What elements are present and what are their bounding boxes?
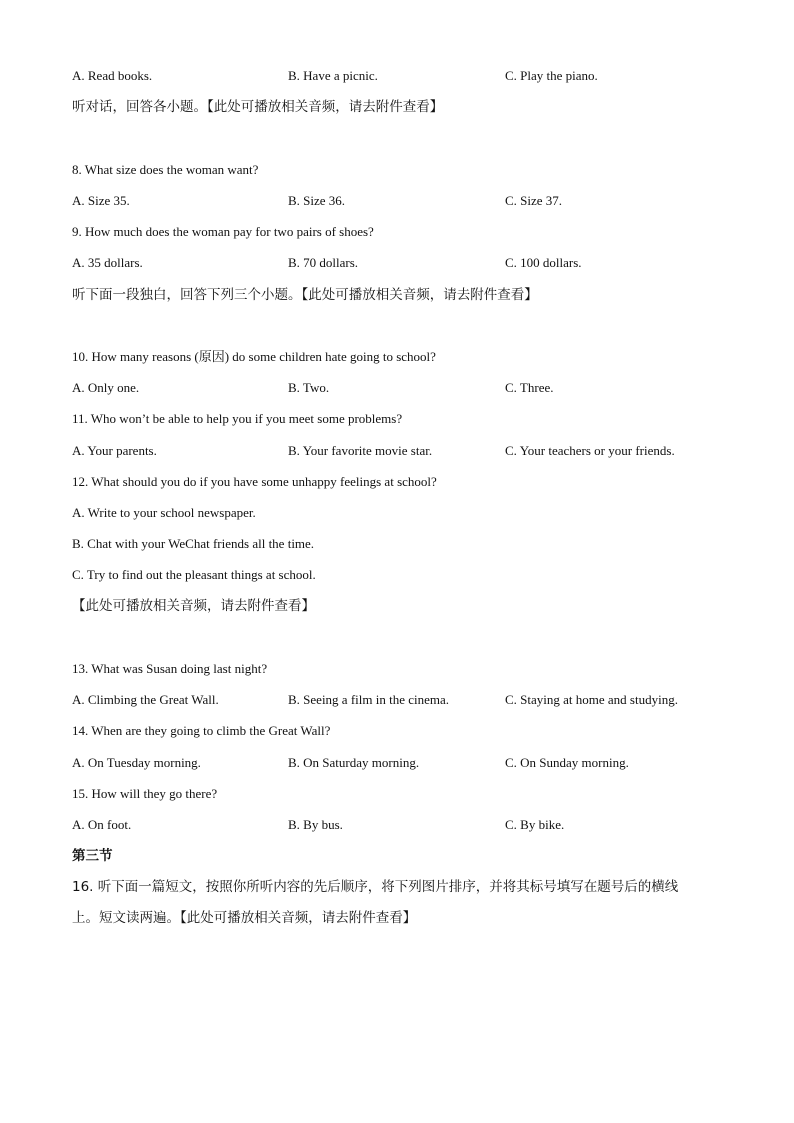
option-c: C. Play the piano. — [505, 68, 598, 83]
question-text: 12. What should you do if you have some unhappy feelings at school? — [72, 474, 437, 489]
option-a: A. 35 dollars. — [72, 255, 143, 270]
instruction-text: 【此处可播放相关音频，请去附件查看】 — [72, 598, 315, 614]
section-heading: 第三节 — [72, 848, 113, 864]
option-c: C. 100 dollars. — [505, 255, 582, 270]
option-c: C. Three. — [505, 380, 554, 395]
option-c: C. Size 37. — [505, 193, 563, 208]
option-b: B. On Saturday morning. — [288, 755, 420, 770]
question-text: 13. What was Susan doing last night? — [72, 661, 268, 676]
option-b: B. By bus. — [288, 817, 343, 832]
option-b: B. Two. — [288, 380, 330, 395]
option-a: A. Size 35. — [72, 193, 130, 208]
instruction-text: 听下面一段独白，回答下列三个小题。【此处可播放相关音频，请去附件查看】 — [72, 287, 538, 303]
question-text: B. Chat with your WeChat friends all the time. — [72, 536, 315, 551]
option-b: B. Seeing a film in the cinema. — [288, 692, 450, 707]
question-text: C. Try to find out the pleasant things at school. — [72, 567, 316, 582]
option-a: A. On foot. — [72, 817, 132, 832]
question-text: 15. How will they go there? — [72, 786, 218, 801]
option-c: C. Your teachers or your friends. — [505, 443, 675, 458]
option-b: B. Size 36. — [288, 193, 346, 208]
question-text: 9. How much does the woman pay for two pairs of shoes? — [72, 224, 374, 239]
option-a: A. Climbing the Great Wall. — [72, 692, 219, 707]
question-text: 11. Who won’t be able to help you if you meet some problems? — [72, 411, 403, 426]
question-text: 14. When are they going to climb the Great Wall? — [72, 723, 331, 738]
option-c: C. By bike. — [505, 817, 565, 832]
option-a: A. Only one. — [72, 380, 140, 395]
instruction-text: 听对话，回答各小题。【此处可播放相关音频，请去附件查看】 — [72, 99, 444, 115]
option-c: C. On Sunday morning. — [505, 755, 629, 770]
question-text: 10. How many reasons (原因) do some children hate going to school? — [72, 349, 436, 364]
option-b: B. Your favorite movie star. — [288, 443, 433, 458]
instruction-text: 16. 听下面一篇短文，按照你所听内容的先后顺序，将下列图片排序，并将其标号填写在题号后的横线 — [72, 879, 679, 895]
instruction-text: 上。短文读两遍。【此处可播放相关音频，请去附件查看】 — [72, 910, 417, 926]
option-a: A. Your parents. — [72, 443, 157, 458]
option-a: A. Read books. — [72, 68, 153, 83]
question-text: 8. What size does the woman want? — [72, 162, 259, 177]
option-b: B. 70 dollars. — [288, 255, 359, 270]
option-a: A. On Tuesday morning. — [72, 755, 201, 770]
option-c: C. Staying at home and studying. — [505, 692, 678, 707]
option-b: B. Have a picnic. — [288, 68, 378, 83]
question-text: A. Write to your school newspaper. — [72, 505, 256, 520]
